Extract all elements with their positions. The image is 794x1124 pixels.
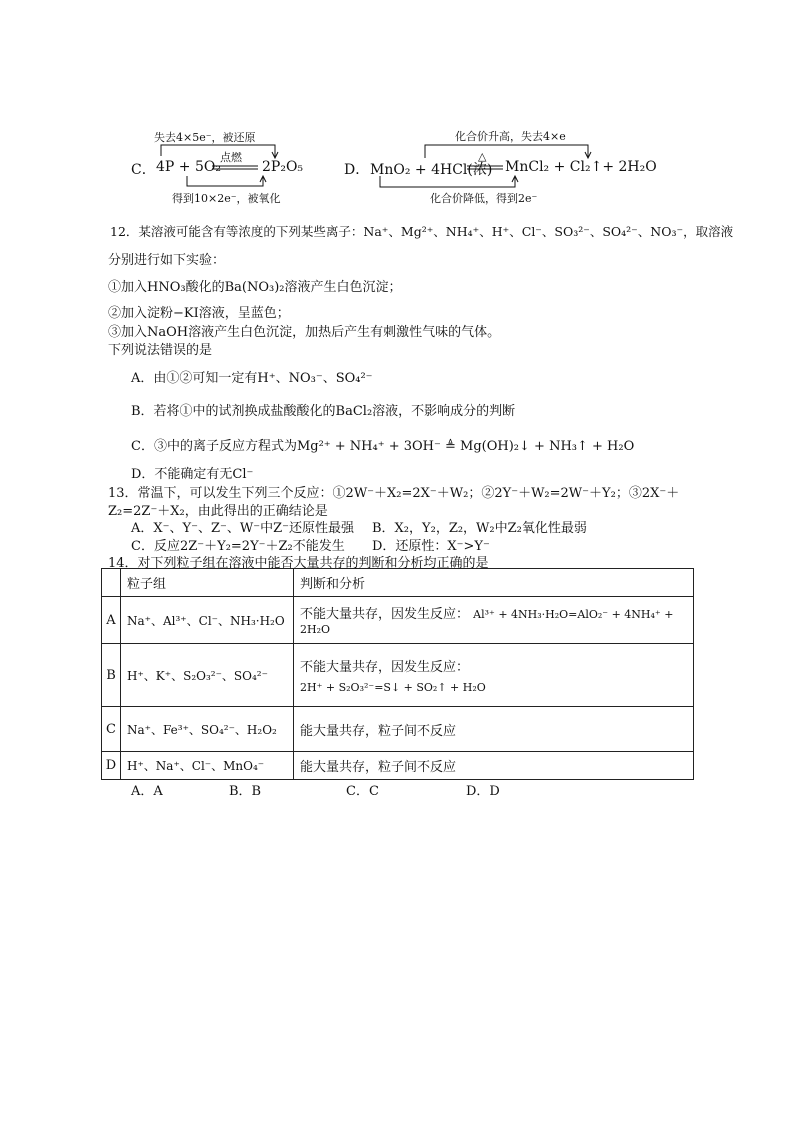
q13-option-b: B．X₂，Y₂，Z₂，W₂中Z₂氧化性最弱: [372, 521, 587, 536]
particle-group: H⁺、K⁺、S₂O₃²⁻、SO₄²⁻: [121, 644, 294, 707]
q11-c-bottom-label: 得到10×2e⁻，被氧化: [172, 192, 281, 205]
analysis-text: 能大量共存，粒子间不反应: [294, 752, 694, 780]
q13-option-d: D．还原性：X⁻>Y⁻: [372, 539, 490, 554]
row-label: D: [102, 752, 121, 780]
q12-stem-line1: 12．某溶液可能含有等浓度的下列某些离子：Na⁺、Mg²⁺、NH₄⁺、H⁺、Cl⁻、SO₃²⁻、SO₄²⁻、NO₃⁻，取溶液: [110, 224, 734, 239]
q11-d-equation-right: MnCl₂ + Cl₂↑+ 2H₂O: [505, 159, 657, 175]
q14-choice-a: A．A: [131, 784, 163, 799]
q11-d-letter: D．: [344, 162, 370, 178]
q11-d-bottom-label: 化合价降低，得到2e⁻: [430, 192, 538, 205]
q11-d-top-label: 化合价升高，失去4×e: [455, 130, 566, 143]
table-header-row: [102, 569, 694, 597]
q12-option-d: D．不能确定有无Cl⁻: [131, 467, 254, 482]
analysis-cell: [294, 644, 694, 707]
q14-stem: 14．对下列粒子组在溶液中能否大量共存的判断和分析均正确的是: [108, 556, 489, 571]
q11-c-equation-right: 2P₂O₅: [262, 159, 304, 175]
q12-option-a: A．由①②可知一定有H⁺、NO₃⁻、SO₄²⁻: [131, 371, 373, 386]
q11-c-letter: C．: [131, 162, 156, 178]
table-header-cell: 粒子组: [121, 569, 294, 597]
analysis-cell: [294, 597, 694, 644]
q11-c-equation-left: 4P + 5O₂: [156, 159, 221, 175]
q13-stem-line2: Z₂=2Z⁻＋X₂，由此得出的正确结论是: [108, 504, 328, 519]
table-row: [102, 707, 694, 752]
analysis-text: 能大量共存，粒子间不反应: [294, 707, 694, 752]
q11-c-top-label: 失去4×5e⁻，被还原: [154, 131, 256, 144]
q13-stem-line1: 13．常温下，可以发生下列三个反应：①2W⁻＋X₂=2X⁻＋W₂；②2Y⁻＋W₂=2W⁻＋Y₂；③2X⁻＋: [108, 486, 680, 501]
table-row: [102, 644, 694, 707]
q14-choice-c: C．C: [346, 784, 379, 799]
analysis-text: 不能大量共存，因发生反应：: [300, 607, 470, 622]
q11-d-equation-left: MnO₂ + 4HCl(浓): [370, 162, 493, 178]
q14-table: [101, 568, 694, 780]
q11-c-condition: 点燃: [220, 151, 242, 164]
electron-transfer-diagram: [0, 0, 794, 220]
table-header-cell: [102, 569, 121, 597]
table-header-cell: 判断和分析: [294, 569, 694, 597]
particle-group: Na⁺、Al³⁺、Cl⁻、NH₃·H₂O: [121, 597, 294, 644]
q14-choice-d: D．D: [466, 784, 500, 799]
table-row: [102, 597, 694, 644]
row-label: C: [102, 707, 121, 752]
q11-d-condition: △: [478, 150, 487, 163]
q12-question: 下列说法错误的是: [108, 343, 213, 358]
particle-group: H⁺、Na⁺、Cl⁻、MnO₄⁻: [121, 752, 294, 780]
reaction-equation: 2H⁺ + S₂O₃²⁻=S↓ + SO₂↑ + H₂O: [300, 681, 486, 694]
q12-stem-line2: 分别进行如下实验：: [108, 253, 226, 268]
analysis-text: 不能大量共存，因发生反应：: [300, 660, 470, 675]
row-label: A: [102, 597, 121, 644]
q14-choice-b: B．B: [229, 784, 262, 799]
row-label: B: [102, 644, 121, 707]
table-row: [102, 752, 694, 780]
q12-option-b: B．若将①中的试剂换成盐酸酸化的BaCl₂溶液，不影响成分的判断: [131, 404, 516, 419]
q12-option-c: C．③中的离子反应方程式为Mg²⁺ + NH₄⁺ + 3OH⁻ ≜ Mg(OH)₂↓ + NH₃↑ + H₂O: [131, 439, 635, 454]
particle-group: Na⁺、Fe³⁺、SO₄²⁻、H₂O₂: [121, 707, 294, 752]
reaction-equation: Al³⁺ + 4NH₃·H₂O=AlO₂⁻ + 4NH₄⁺ + 2H₂O: [300, 608, 674, 636]
q12-experiment-2: ②加入淀粉−KI溶液，呈蓝色；: [108, 306, 290, 321]
q13-option-c: C．反应2Z⁻＋Y₂=2Y⁻＋Z₂不能发生: [131, 539, 345, 554]
q13-option-a: A．X⁻、Y⁻、Z⁻、W⁻中Z⁻还原性最强: [131, 521, 354, 536]
q12-experiment-1: ①加入HNO₃酸化的Ba(NO₃)₂溶液产生白色沉淀；: [108, 280, 402, 295]
q12-experiment-3: ③加入NaOH溶液产生白色沉淀，加热后产生有刺激性气味的气体。: [108, 325, 501, 340]
